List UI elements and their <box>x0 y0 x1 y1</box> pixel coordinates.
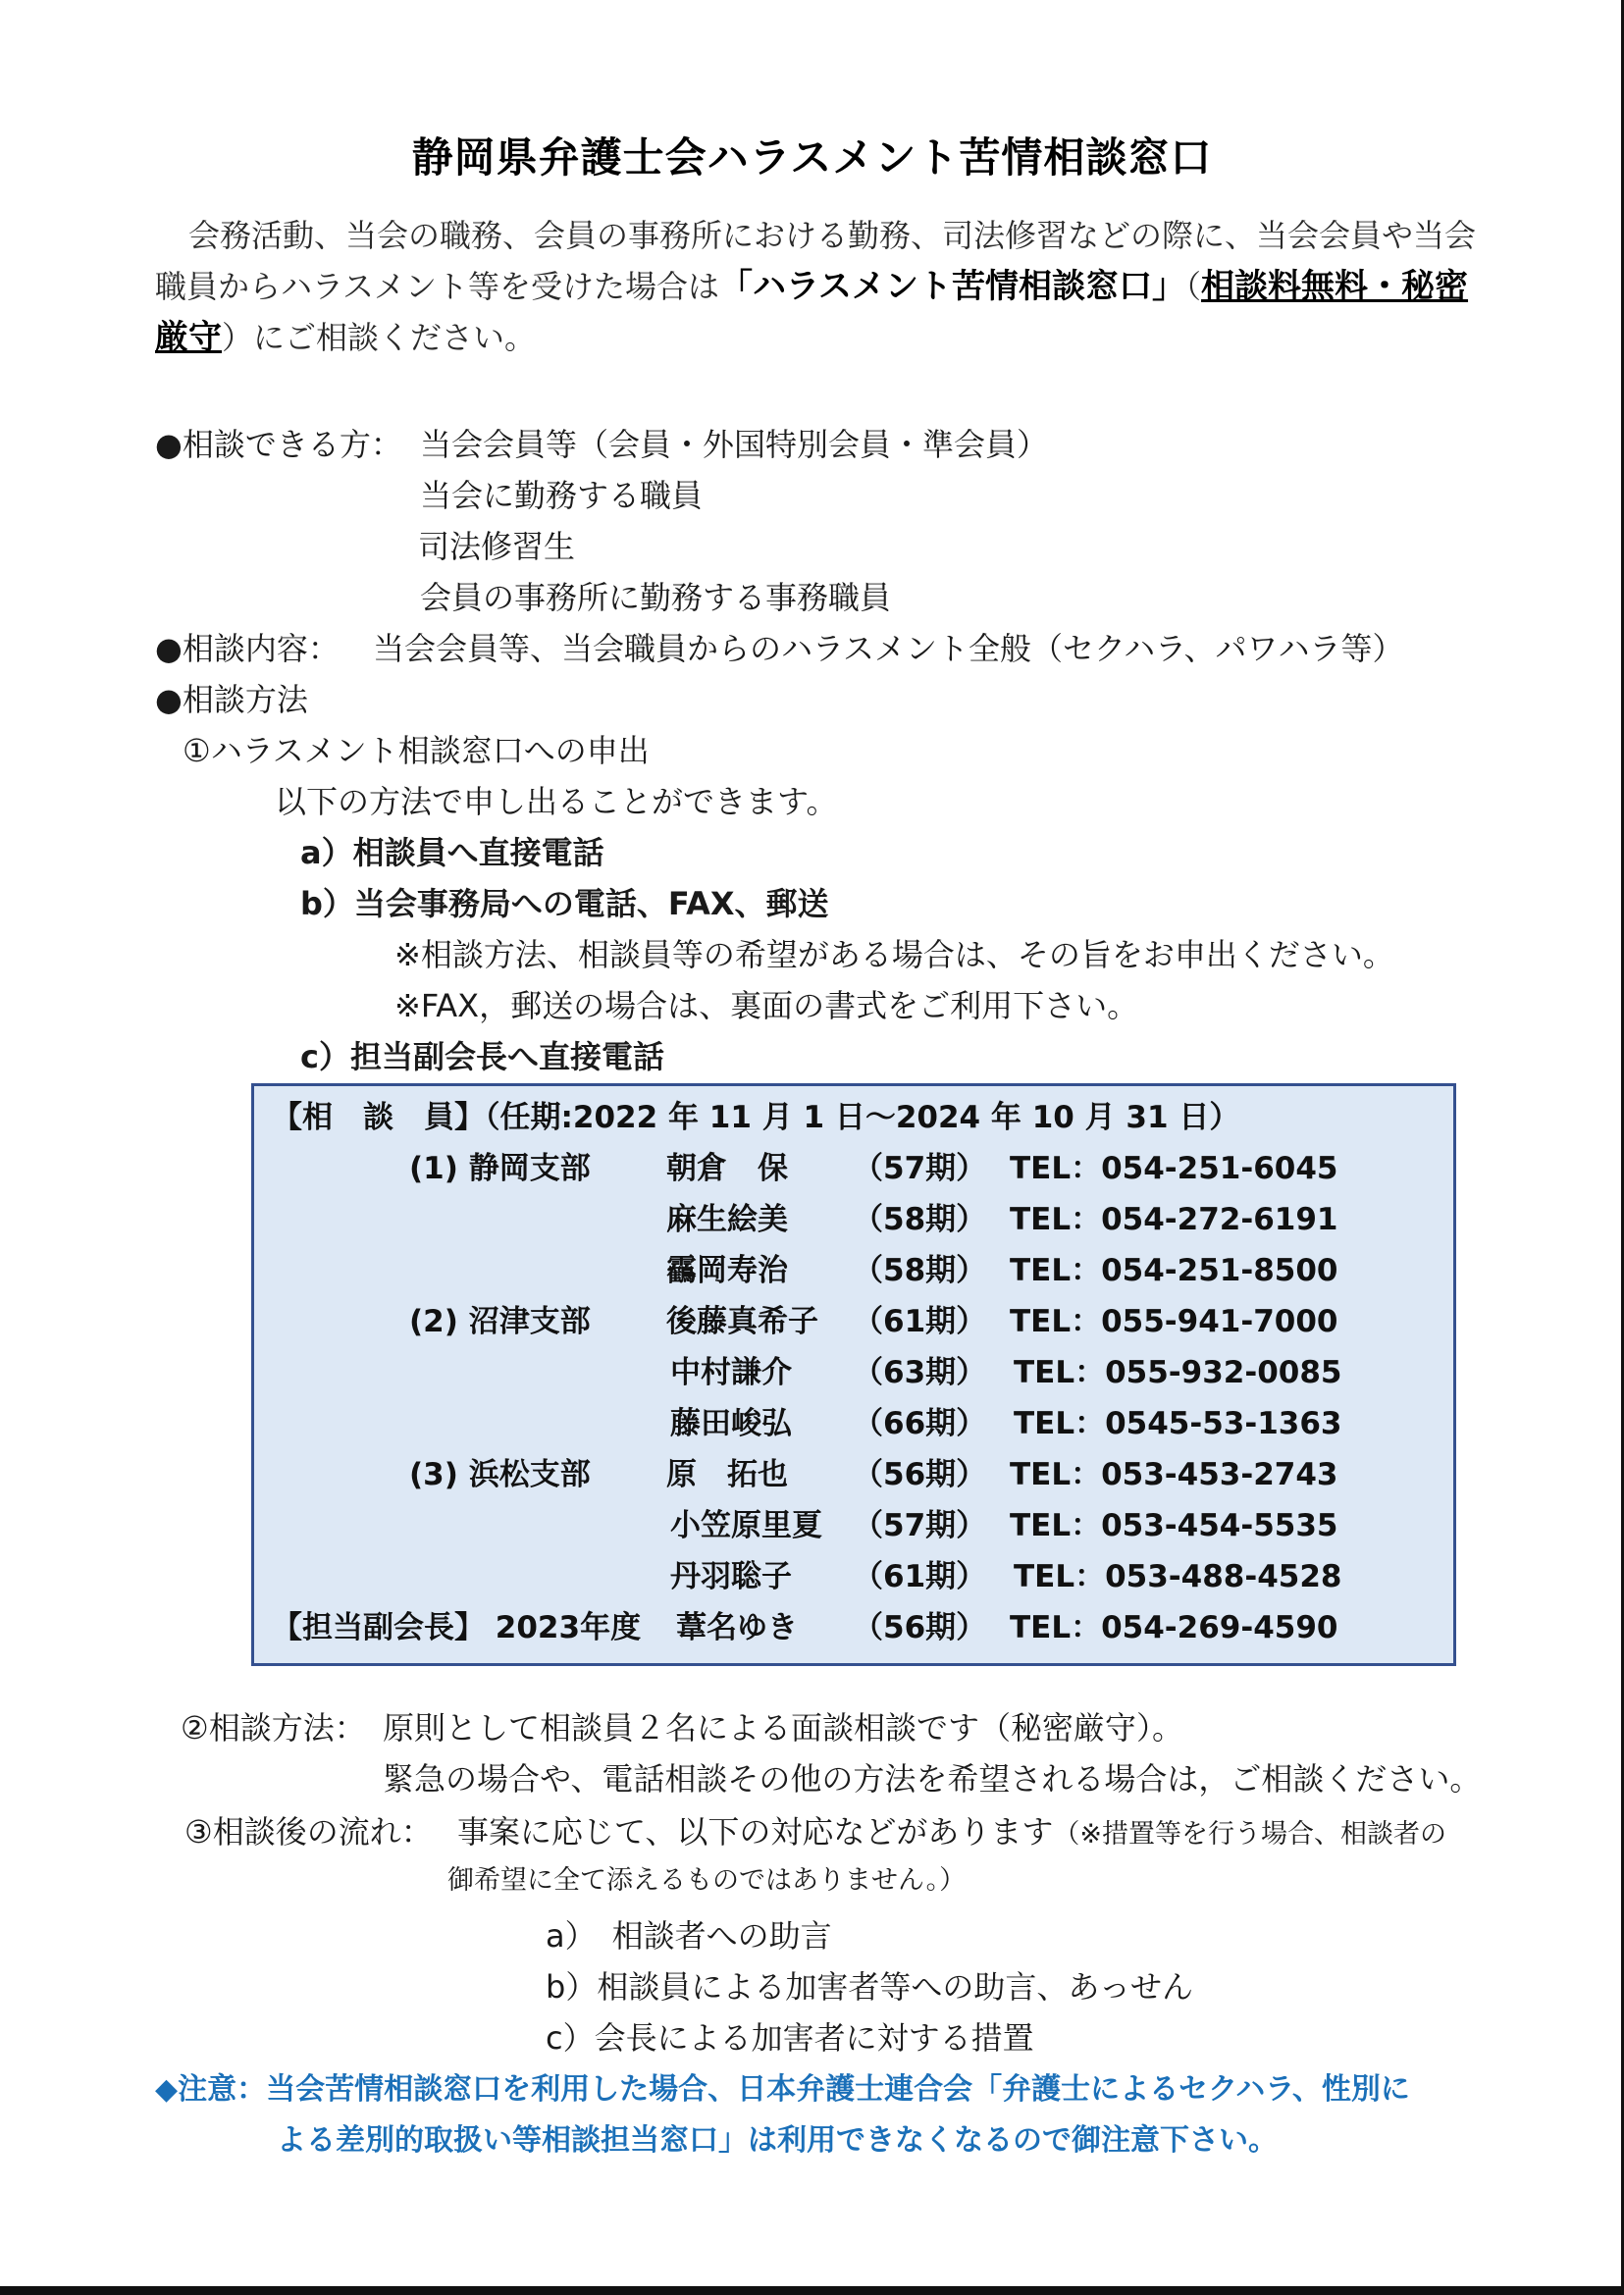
method-option-c: c）担当副会長へ直接電話 <box>300 1038 664 1075</box>
content-text: 当会会員等、当会職員からのハラスメント全般（セクハラ、パワハラ等） <box>373 630 1404 667</box>
vp-label: 【担当副会長】 2023年度 <box>272 1610 642 1645</box>
intro-paren-close: ） <box>222 319 254 356</box>
counselor-term: （56期） <box>853 1457 987 1492</box>
counselor-term: （57期） <box>853 1508 987 1543</box>
step2-line-2: 緊急の場合や、電話相談その他の方法を希望される場合は，ご相談ください。 <box>383 1760 1482 1798</box>
counselor-tel: TEL：053-453-2743 <box>1010 1457 1338 1492</box>
eligible-item: 当会会員等（会員・外国特別会員・準会員） <box>420 426 1049 463</box>
intro-paragraph <box>155 210 1480 363</box>
counselor-tel: TEL：053-454-5535 <box>1010 1508 1338 1543</box>
counselor-tel: TEL：054-251-6045 <box>1010 1151 1338 1186</box>
step3-note-open: （※措置等を行う場合、相談者の <box>1053 1819 1446 1850</box>
notice-line-2: よる差別的取扱い等相談担当窓口」は利用できなくなるので御注意下さい。 <box>277 2123 1278 2158</box>
step3-option-a: a） 相談者への助言 <box>546 1917 832 1955</box>
counselor-term: （58期） <box>853 1202 987 1237</box>
branch-label: (2) 沼津支部 <box>409 1304 591 1339</box>
counselor-tel: TEL：054-272-6191 <box>1010 1202 1338 1237</box>
intro-window-name: ハラスメント苦情相談窓口 <box>753 267 1153 306</box>
intro-text-1: 会務活動、当会の職務、会員の事務所における勤務、司法修習などの際に、当会会員や当会職員からハラスメント等を受けた場合は <box>155 217 1477 305</box>
counselor-box <box>251 1083 1456 1666</box>
counselor-term: （57期） <box>853 1151 987 1186</box>
method-step1: ①ハラスメント相談窓口への申出 <box>183 732 650 769</box>
eligible-item: 司法修習生 <box>418 528 576 565</box>
eligible-item: 会員の事務所に勤務する事務職員 <box>420 579 892 616</box>
step3-note-cont: 御希望に全て添えるものではありません。） <box>447 1865 967 1896</box>
method-step1-desc: 以下の方法で申し出ることができます。 <box>275 783 838 820</box>
counselor-tel: TEL：0545-53-1363 <box>1014 1406 1342 1441</box>
counselor-term: （66期） <box>853 1406 987 1441</box>
vp-tel: TEL：054-269-4590 <box>1010 1610 1338 1645</box>
intro-paren-open: （ <box>1185 268 1202 305</box>
counselor-name: 靏岡寿治 <box>666 1253 788 1288</box>
notice-line-1: ◆注意：当会苦情相談窓口を利用した場合、日本弁護士連合会「弁護士によるセクハラ、性別に <box>155 2072 1410 2107</box>
counselor-name: 原 拓也 <box>666 1457 788 1492</box>
counselor-term: （63期） <box>853 1355 987 1390</box>
step3-line-1 <box>457 1807 1446 1852</box>
vp-term: （56期） <box>853 1610 987 1645</box>
method-note-2: ※FAX，郵送の場合は、裏面の書式をご利用下さい。 <box>394 987 1139 1024</box>
step3-option-c: c）会長による加害者に対する措置 <box>546 2019 1034 2057</box>
counselor-tel: TEL：053-488-4528 <box>1014 1559 1342 1594</box>
step2-label: ②相談方法： <box>181 1709 366 1747</box>
eligible-label: ●相談できる方： <box>155 426 402 463</box>
intro-quote-close: 」 <box>1152 267 1186 306</box>
content-label: ●相談内容： <box>155 630 340 667</box>
step2-line-1: 原則として相談員２名による面談相談です（秘密厳守）。 <box>383 1709 1184 1747</box>
counselor-tel: TEL：055-941-7000 <box>1010 1304 1338 1339</box>
intro-quote-open: 「 <box>719 267 754 306</box>
counselor-term: （58期） <box>853 1253 987 1288</box>
counselor-name: 小笠原里夏 <box>670 1508 822 1543</box>
branch-label: (3) 浜松支部 <box>409 1457 591 1492</box>
step3-option-b: b）相談員による加害者等への助言、あっせん <box>546 1968 1193 2006</box>
counselor-name: 藤田峻弘 <box>670 1406 792 1441</box>
eligible-item: 当会に勤務する職員 <box>420 477 704 514</box>
counselor-tel: TEL：055-932-0085 <box>1014 1355 1342 1390</box>
counselor-term: （61期） <box>853 1559 987 1594</box>
method-note-1: ※相談方法、相談員等の希望がある場合は、その旨をお申出ください。 <box>394 936 1394 973</box>
counselor-tel: TEL：054-251-8500 <box>1010 1253 1338 1288</box>
page-footer-bar <box>0 2286 1624 2295</box>
method-option-a: a）相談員へ直接電話 <box>300 834 604 871</box>
page-title: 静岡県弁護士会ハラスメント苦情相談窓口 <box>411 133 1213 182</box>
intro-text-2: にご相談ください。 <box>253 319 537 356</box>
step3-label: ③相談後の流れ： <box>184 1813 433 1851</box>
method-label: ●相談方法 <box>155 681 308 718</box>
counselor-name: 中村謙介 <box>670 1355 792 1390</box>
branch-label: (1) 静岡支部 <box>409 1151 591 1186</box>
counselor-name: 朝倉 保 <box>666 1151 788 1186</box>
counselor-term: （61期） <box>853 1304 987 1339</box>
counselor-name: 丹羽聡子 <box>670 1559 792 1594</box>
counselor-name: 麻生絵美 <box>666 1202 788 1237</box>
counselor-name: 後藤真希子 <box>666 1304 818 1339</box>
vp-name: 葦名ゆき <box>676 1610 798 1645</box>
method-option-b: b）当会事務局への電話、FAX、郵送 <box>300 885 829 922</box>
intro-free-note: 相談料無料・秘密厳守 <box>155 267 1469 357</box>
step3-line-1-text: 事案に応じて、以下の対応などがあります <box>457 1813 1054 1851</box>
counselor-header: 【相 談 員】（任期:2022 年 11 月 1 日～2024 年 10 月 31 日） <box>272 1100 1240 1135</box>
